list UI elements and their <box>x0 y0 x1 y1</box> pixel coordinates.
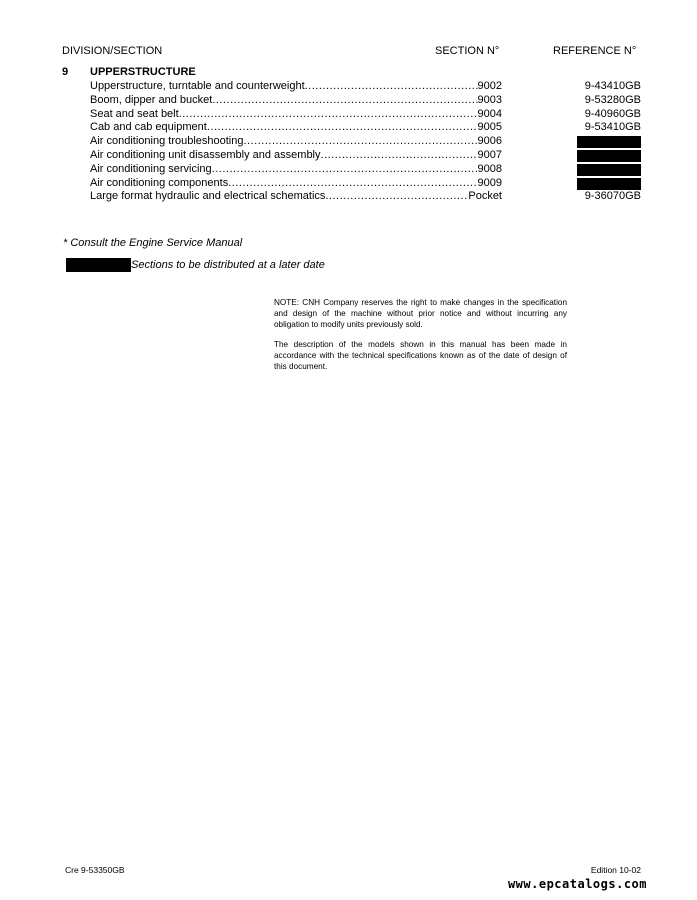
toc-entry <box>90 163 502 177</box>
redacted-reference-box <box>577 164 641 176</box>
toc-entry <box>90 135 502 149</box>
toc-entry <box>90 149 502 163</box>
disclaimer-note: NOTE: CNH Company reserves the right to make changes in the specification and design of the machine without prior notice and without incurring any obligation to modify units previously sold. <box>274 298 567 329</box>
redaction-legend-box <box>66 258 131 272</box>
toc-row <box>90 135 641 149</box>
division-number: 9 <box>62 66 69 78</box>
toc-entry <box>90 80 502 94</box>
document-code: Cre 9-53350GB <box>65 865 125 875</box>
toc-section-number: Pocket <box>468 190 502 203</box>
dot-leader <box>305 80 478 94</box>
dot-leader <box>325 190 468 204</box>
toc-row <box>90 108 641 122</box>
dot-leader <box>228 177 477 191</box>
section-number-header: SECTION N° <box>435 45 500 57</box>
redaction-legend <box>66 258 325 272</box>
dot-leader <box>244 135 478 149</box>
watermark-url: www.epcatalogs.com <box>507 877 647 891</box>
toc-title: Large format hydraulic and electrical schematics <box>90 190 326 203</box>
toc-section-number: 9002 <box>477 80 502 92</box>
toc-section-number: 9009 <box>477 176 502 189</box>
toc-title: Air conditioning unit disassembly and assembly <box>90 148 321 161</box>
toc-row <box>90 190 641 204</box>
toc-entry <box>90 121 502 135</box>
reference-number-header: REFERENCE N° <box>553 45 637 57</box>
redaction-legend-text: Sections to be distributed at a later date <box>131 259 325 271</box>
dot-leader <box>212 94 477 108</box>
toc-title: Cab and cab equipment <box>90 121 207 134</box>
toc-reference-number: 9-43410GB <box>584 80 641 92</box>
toc-entry <box>90 177 502 191</box>
toc-title: Upperstructure, turntable and counterweight <box>90 80 305 92</box>
dot-leader <box>179 108 478 122</box>
toc-section-number: 9008 <box>477 162 502 175</box>
toc-entry <box>90 108 502 122</box>
redacted-reference-box <box>577 150 641 162</box>
table-of-contents <box>90 80 641 204</box>
toc-title: Seat and seat belt <box>90 107 179 120</box>
toc-reference-number: 9-53280GB <box>584 93 641 106</box>
dot-leader <box>207 121 478 135</box>
footnote: * Consult the Engine Service Manual <box>63 237 243 249</box>
description-note: The description of the models shown in this manual has been made in accordance with the technical specifications known as of the date of design of this document. <box>274 340 567 371</box>
toc-row <box>90 121 641 135</box>
toc-section-number: 9005 <box>477 121 502 134</box>
toc-row <box>90 177 641 191</box>
toc-section-number: 9003 <box>477 93 502 106</box>
redacted-reference-box <box>577 136 641 148</box>
toc-title: Boom, dipper and bucket <box>90 93 213 106</box>
toc-entry <box>90 94 502 108</box>
toc-title: Air conditioning servicing <box>90 162 212 175</box>
toc-row <box>90 163 641 177</box>
redacted-reference-box <box>577 178 641 190</box>
toc-reference-number: 9-36070GB <box>584 190 641 203</box>
toc-section-number: 9007 <box>477 148 502 161</box>
toc-title: Air conditioning components <box>90 176 229 189</box>
toc-row <box>90 94 641 108</box>
toc-entry <box>90 190 502 204</box>
dot-leader <box>212 163 478 177</box>
dot-leader <box>321 149 478 163</box>
toc-section-number: 9004 <box>477 107 502 120</box>
division-title: UPPERSTRUCTURE <box>90 66 196 78</box>
division-section-header: DIVISION/SECTION <box>62 45 163 57</box>
toc-title: Air conditioning troubleshooting <box>90 135 244 148</box>
edition-label: Edition 10-02 <box>590 865 641 875</box>
toc-section-number: 9006 <box>477 135 502 148</box>
toc-reference-number: 9-40960GB <box>584 107 641 120</box>
toc-reference-number: 9-53410GB <box>584 121 641 134</box>
toc-row <box>90 80 641 94</box>
toc-row <box>90 149 641 163</box>
